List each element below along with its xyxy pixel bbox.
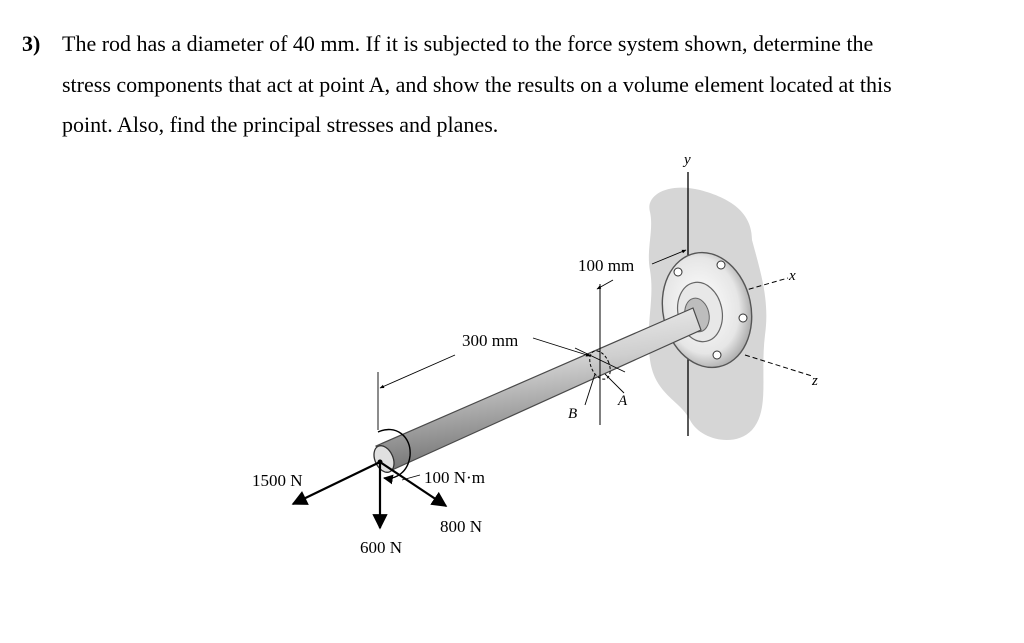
bolt-icon	[717, 261, 725, 269]
bolt-icon	[674, 268, 682, 276]
force-1500-label: 1500 N	[252, 471, 303, 490]
leader-A	[605, 374, 624, 393]
dim-100-label: 100 mm	[578, 256, 635, 275]
force-1500-arrow	[293, 462, 380, 504]
moment-label: 100 N·m	[424, 468, 485, 487]
dim-300-line-right	[533, 338, 590, 356]
problem-number: 3)	[22, 31, 41, 56]
z-axis-label: z	[812, 373, 818, 389]
point-B-label: B	[568, 406, 578, 422]
rod	[376, 308, 701, 470]
bolt-icon	[739, 314, 747, 322]
dim-300-label: 300 mm	[462, 331, 519, 350]
x-axis-label: x	[789, 268, 796, 284]
problem-line-1: The rod has a diameter of 40 mm. If it is subjected to the force system shown, determine the	[62, 31, 874, 56]
point-A-label: A	[618, 393, 628, 409]
force-600-label: 600 N	[360, 538, 403, 557]
bolt-icon	[713, 351, 721, 359]
problem-line-2: stress components that act at point A, and show the results on a volume element located at this	[62, 71, 892, 97]
dim-100-line-left	[597, 280, 613, 289]
force-800-label: 800 N	[440, 517, 483, 536]
dim-300-line	[380, 355, 455, 388]
problem-line-3: point. Also, find the principal stresses and planes.	[62, 112, 499, 137]
y-axis-label: y	[684, 152, 691, 168]
